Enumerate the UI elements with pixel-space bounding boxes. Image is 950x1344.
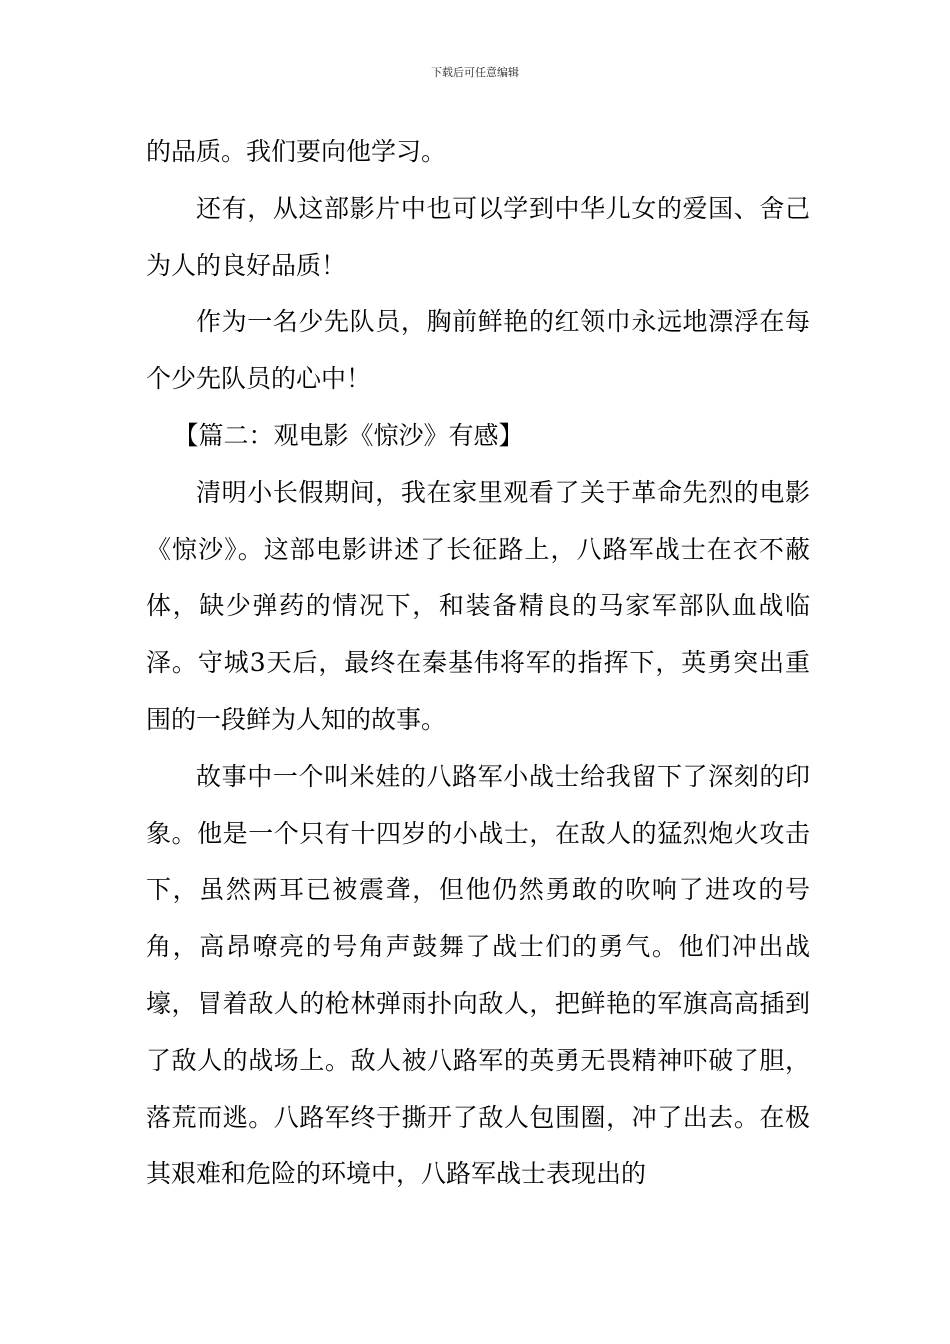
paragraph: 清明小长假期间，我在家里观看了关于革命先烈的电影《惊沙》。这部电影讲述了长征路上，八路军战士在衣不蔽体，缺少弹药的情况下，和装备精良的马家军部队血战临泽。守城3天后，最终在秦基伟将军的指挥下，英勇突出重围的一段鲜为人知的故事。 bbox=[146, 477, 810, 734]
section-title: 【篇二：观电影《惊沙》有感】 bbox=[173, 420, 524, 450]
paragraph: 还有，从这部影片中也可以学到中华儿女的爱国、舍己为人的良好品质！ bbox=[146, 193, 810, 280]
paragraph: 作为一名少先队员，胸前鲜艳的红领巾永远地漂浮在每个少先队员的心中！ bbox=[146, 307, 810, 394]
paragraph: 故事中一个叫米娃的八路军小战士给我留下了深刻的印象。他是一个只有十四岁的小战士，在敌人的猛烈炮火攻击下，虽然两耳已被震聋，但他仍然勇敢的吹响了进攻的号角，高昂嘹亮的号角声鼓舞了战士们的勇气。他们冲出战壕，冒着敌人的枪林弹雨扑向敌人，把鲜艳的军旗高高插到了敌人的战场上。敌人被八路军的英勇无畏精神吓破了胆，落荒而逃。八路军终于撕开了敌人包围圈，冲了出去。在极其艰难和危险的环境中，八路军战士表现出的 bbox=[146, 761, 810, 1189]
page-header: 下载后可任意编辑 bbox=[431, 66, 519, 79]
document-body bbox=[146, 124, 810, 1203]
paragraph-continuation: 的品质。我们要向他学习。 bbox=[146, 137, 447, 166]
